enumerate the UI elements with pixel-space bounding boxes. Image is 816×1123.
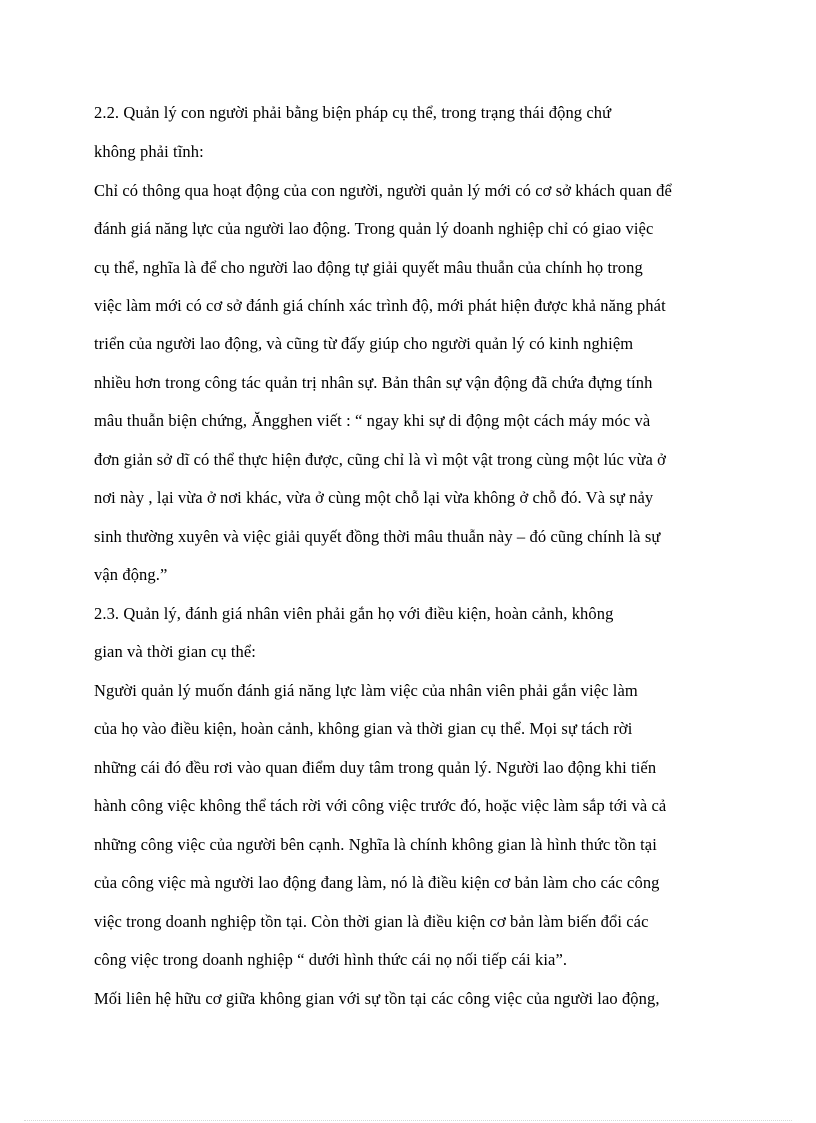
paragraph-line: đơn giản sở dĩ có thể thực hiện được, cũng chỉ là vì một vật trong cùng một lúc vừa ở [94,450,666,469]
page-bottom-rule [24,1120,792,1121]
paragraph-line: sinh thường xuyên và việc giải quyết đồng thời mâu thuẫn này – đó cũng chính là sự [94,527,661,546]
paragraph-line: việc trong doanh nghiệp tồn tại. Còn thời gian là điều kiện cơ bản làm biến đổi các [94,912,649,931]
paragraph-line: triển của người lao động, và cũng từ đấy giúp cho người quản lý có kinh nghiệm [94,334,634,353]
section-heading-2-3-cont: gian và thời gian cụ thể: [94,642,256,661]
paragraph-line: nhiều hơn trong công tác quản trị nhân sự. Bản thân sự vận động đã chứa đựng tính [94,373,653,392]
paragraph-line: của họ vào điều kiện, hoàn cảnh, không gian và thời gian cụ thể. Mọi sự tách rời [94,719,633,738]
paragraph-line: nơi này , lại vừa ở nơi khác, vừa ở cùng một chỗ lại vừa không ở chỗ đó. Và sự nảy [94,488,654,507]
section-heading-2-2: 2.2. Quản lý con người phải bằng biện pháp cụ thể, trong trạng thái động chứ [94,103,612,122]
paragraph-line: cụ thể, nghĩa là để cho người lao động tự giải quyết mâu thuẫn của chính họ trong [94,258,643,277]
paragraph-line: vận động.” [94,565,168,584]
paragraph-line: những công việc của người bên cạnh. Nghĩa là chính không gian là hình thức tồn tại [94,835,657,854]
section-heading-2-3: 2.3. Quản lý, đánh giá nhân viên phải gắn họ với điều kiện, hoàn cảnh, không [94,604,614,623]
paragraph-line: mâu thuẫn biện chứng, Ăngghen viết : “ ngay khi sự di động một cách máy móc và [94,411,651,430]
paragraph-line: đánh giá năng lực của người lao động. Trong quản lý doanh nghiệp chỉ có giao việc [94,219,654,238]
section-heading-2-2-cont: không phải tĩnh: [94,142,204,161]
paragraph-line: việc làm mới có cơ sở đánh giá chính xác trình độ, mới phát hiện được khả năng phát [94,296,666,315]
paragraph-line: hành công việc không thể tách rời với công việc trước đó, hoặc việc làm sắp tới và cả [94,796,667,815]
paragraph-line: Người quản lý muốn đánh giá năng lực làm việc của nhân viên phải gắn việc làm [94,681,638,700]
paragraph-line: công việc trong doanh nghiệp “ dưới hình thức cái nọ nối tiếp cái kia”. [94,950,568,969]
paragraph-line: của công việc mà người lao động đang làm, nó là điều kiện cơ bản làm cho các công [94,873,660,892]
paragraph-line: những cái đó đều rơi vào quan điểm duy tâm trong quản lý. Người lao động khi tiến [94,758,657,777]
paragraph-line: Mối liên hệ hữu cơ giữa không gian với sự tồn tại các công việc của người lao động, [94,989,660,1008]
paragraph-line: Chỉ có thông qua hoạt động của con người, người quản lý mới có cơ sở khách quan để [94,181,672,200]
